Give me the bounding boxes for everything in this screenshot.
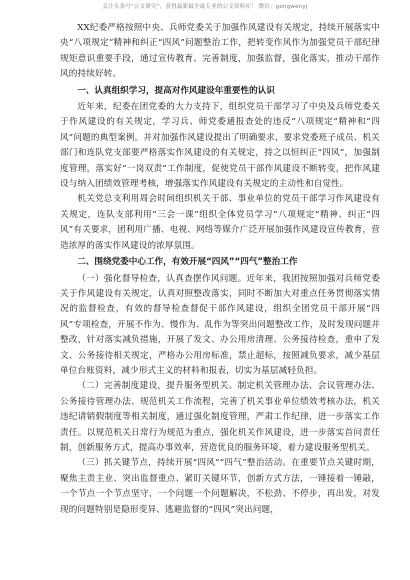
section-1-heading: 一、认真组织学习，提高对作风建设年重要性的认识: [77, 85, 275, 96]
section-2-paragraph-3: （三）抓关键节点，持续开展“四风”“四气”整治活动。在重要节点关键时期，聚焦主责主业、突出监督重点、紧盯关键环节，创新方式方法，一锤接着一锤敲，一个节点一个节点坚守，一个问题一个问题解决，不松劲、不停步，再出发，对发现的问题特别是隐形变异、逃避监督的“四风”突出问题，: [60, 458, 380, 515]
section-2-paragraph-1: （一）强化督导检查，认真查摆作风问题。近年来，我团按照加强对兵师党委关于作风建设有关规定，认真对照整改落实，同时不断加大对重点任务贯彻落实情况的监督检查，有效的督导检查督促干部作风建设，组织全团党员干部开展“四风”专项检查，开展不作为、慢作为、乱作为等突出问题整改工作，及时发现问题并整改，针对落实减负措施，开展了发文、办公用房清理、公务接待检查，重申了发文、公务接待相关规定，严格办公用房标准，禁止超标，按照减负要求，减少基层单位台账资料，减少形式主义的材料和报表，切实为基层减轻负担。: [60, 273, 380, 376]
section-2-heading: 二、围绕党委中心工作，有效开展“四风”“四气”整治工作: [77, 257, 298, 268]
watermark-banner: 关注头条号“公文研究”，获得最新最全最专业的公文资料库！ 微信：gongwenyj: [102, 4, 308, 10]
section-2-paragraph-2: （二）完善制度建设，提升服务型机关。制定机关管理办法、会议管理办法、公务接待管理办法、规范机关工作流程，完善了机关事业单位绩效考核办法，机关违纪请销假制度等相关制度，通过强化制度管理，严肃工作纪律，进一步落实工作责任。以规范机关日常行为规范为重点，强化机关作风建设，进一步落实首问责任制，创新服务方式，提高办事效率，营造优良的服务环境，着力建设服务型机关。: [60, 381, 380, 453]
section-1-paragraph-2: 机关党总支利用周会时间组织机关干部、事业单位的党员干部学习作风建设有关规定，连队支部利用“三会一课”组织全体党员学习“八项规定”精神、纠正“四风”有关要求，团利用广播、电视、网络等媒介广泛开展加强作风建设宣传教育，营造浓厚的落实作风建设的浓厚氛围。: [60, 194, 380, 251]
intro-paragraph: XX纪委严格按照中央、兵师党委关于加强作风建设有关规定，持续开展落实中央“八项规定”精神和纠正“四风”问题整治工作，把转变作风作为加强党员干部纪律规矩意识重要手段，通过宣传教育、完善制度，加强监督，强化落实，推动干部作风的持续好转。: [60, 23, 380, 80]
document-body: [60, 21, 380, 518]
section-1-paragraph-1: 近年来，纪委在团党委的大力支持下，组织党员干部学习了中央及兵师党委关于作风建设的有关规定，学习兵、师党委通报查处的违反“八项规定”精神和“四风”问题的典型案例。并对加强作风建设提出了明确要求，要求党委班子成员、机关部门和连队党支部要严格落实作风建设的有关规定，持之以恒纠正“四风”，加强制度管理，落实好“一岗双责”工作制度，促使党员干部作风建设不断转变，把作风建设与纳入团绩效管理考核，增强落实作风建设有关规定的主动性和自觉性。: [60, 102, 380, 190]
